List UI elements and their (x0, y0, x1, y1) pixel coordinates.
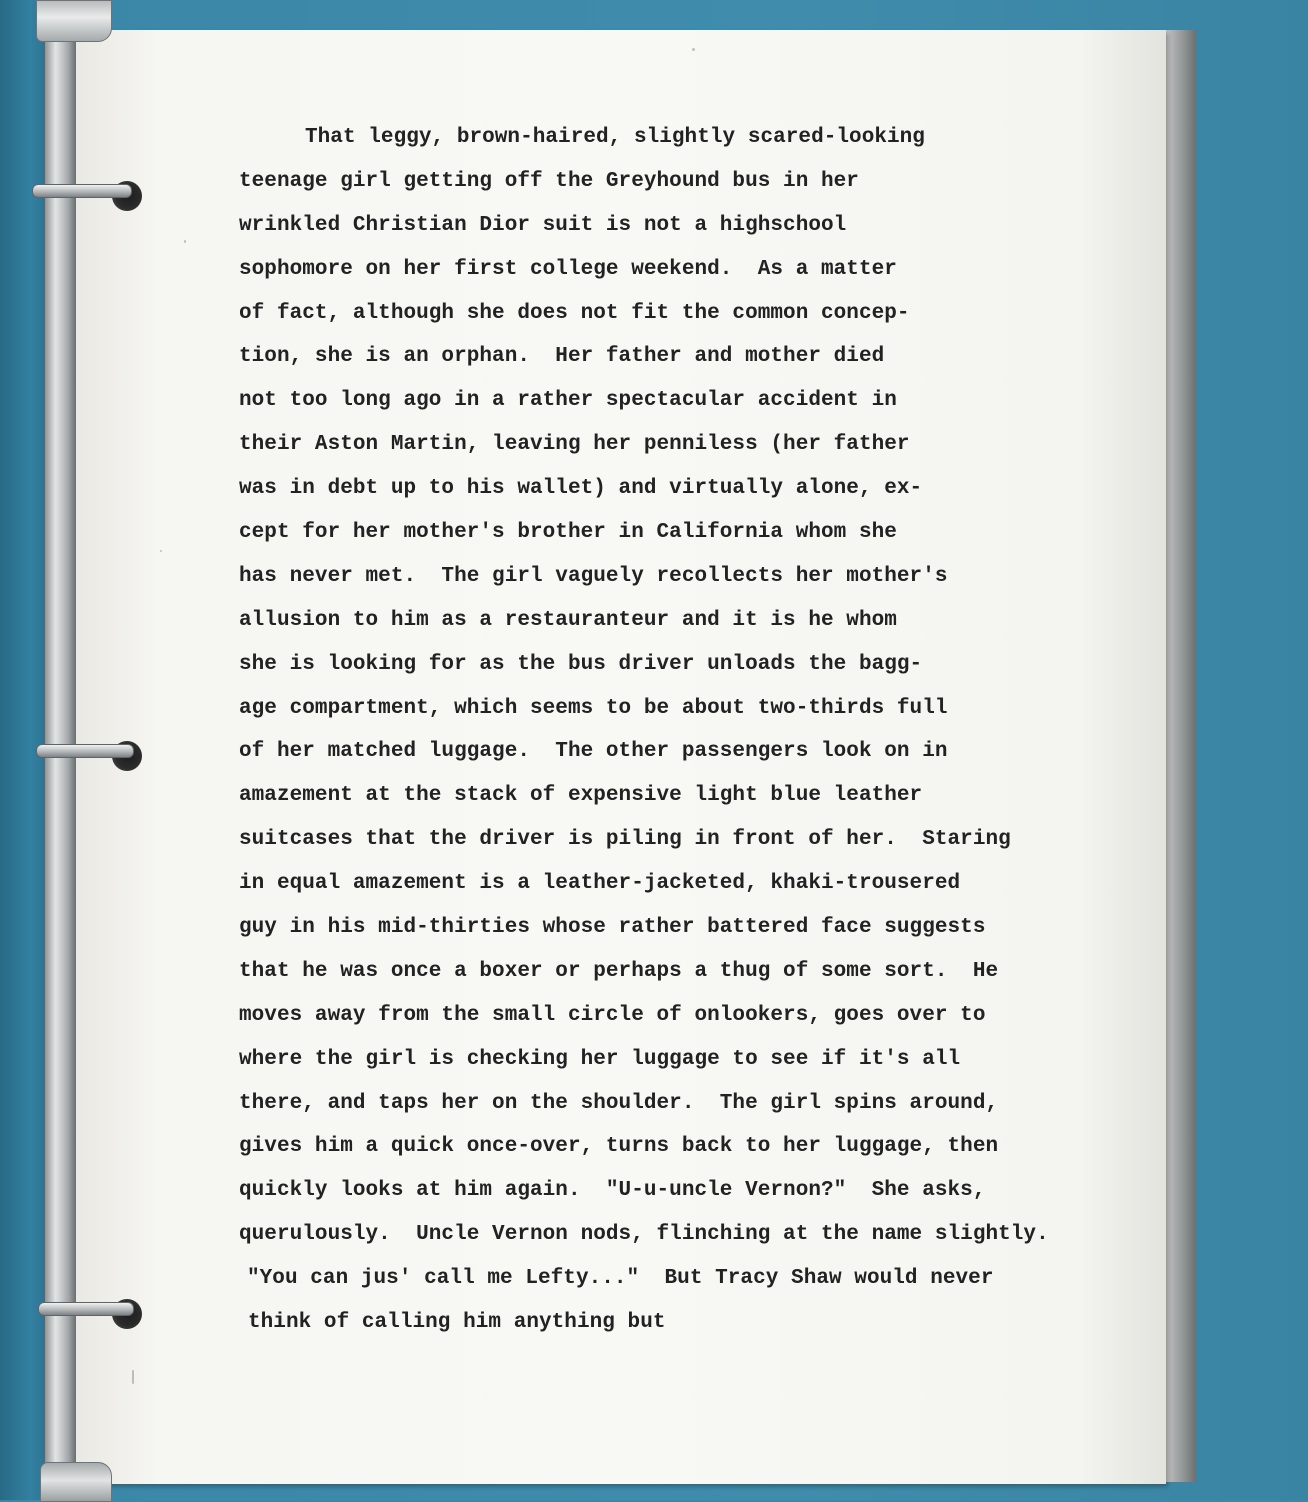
text-line: sophomore on her first college weekend. As a matter (239, 257, 897, 281)
ring-mechanism-clip-top (36, 0, 112, 42)
text-line: wrinkled Christian Dior suit is not a highschool (239, 213, 847, 237)
text-line: their Aston Martin, leaving her penniless (her father (239, 433, 910, 457)
text-line: not too long ago in a rather spectacular accident in (239, 389, 897, 413)
paper-speck (184, 240, 186, 243)
binder-ring-bottom (38, 1302, 134, 1316)
binder-ring-top (32, 184, 132, 198)
binder-ring-middle (36, 744, 134, 758)
text-line: there, and taps her on the shoulder. The girl spins around, (239, 1091, 999, 1115)
paper-speck (132, 1370, 134, 1384)
text-line: gives him a quick once-over, turns back to her luggage, then (239, 1135, 999, 1159)
text-line: That leggy, brown-haired, slightly scared-looking (305, 126, 925, 149)
text-line: allusion to him as a restauranteur and it is he whom (239, 608, 897, 632)
text-line: has never met. The girl vaguely recollects her mother's (239, 564, 948, 588)
ring-mechanism-clip-bottom (40, 1462, 112, 1502)
text-line: quickly looks at him again. "U-u-uncle Vernon?" She asks, (239, 1179, 986, 1203)
text-line: that he was once a boxer or perhaps a thug of some sort. He (239, 959, 999, 983)
text-line: teenage girl getting off the Greyhound bus in her (239, 169, 859, 193)
text-line: querulously. Uncle Vernon nods, flinching at the name slightly. (239, 1223, 1049, 1247)
text-line: moves away from the small circle of onlookers, goes over to (239, 1003, 986, 1027)
text-line: in equal amazement is a leather-jacketed, khaki-trousered (239, 872, 961, 896)
text-line: where the girl is checking her luggage to see if it's all (239, 1047, 961, 1071)
story-paragraph (239, 116, 1099, 1345)
paper-speck (160, 550, 162, 552)
text-line: age compartment, which seems to be about two-thirds full (239, 696, 948, 720)
text-line: amazement at the stack of expensive light blue leather (239, 784, 923, 808)
text-line: was in debt up to his wallet) and virtually alone, ex- (239, 477, 923, 501)
text-line: of her matched luggage. The other passengers look on in (239, 740, 948, 764)
text-line: she is looking for as the bus driver unloads the bagg- (239, 652, 923, 676)
text-line: "You can jus' call me Lefty..." But Tracy Shaw would never (247, 1267, 994, 1291)
text-line: think of calling him anything but (248, 1311, 666, 1335)
text-line: of fact, although she does not fit the common concep- (239, 301, 910, 325)
paper-speck (692, 48, 695, 51)
text-line: cept for her mother's brother in California whom she (239, 521, 897, 545)
text-line: guy in his mid-thirties whose rather battered face suggests (239, 916, 986, 940)
text-line: tion, she is an orphan. Her father and mother died (239, 345, 885, 369)
text-line: suitcases that the driver is piling in front of her. Staring (239, 828, 1011, 852)
